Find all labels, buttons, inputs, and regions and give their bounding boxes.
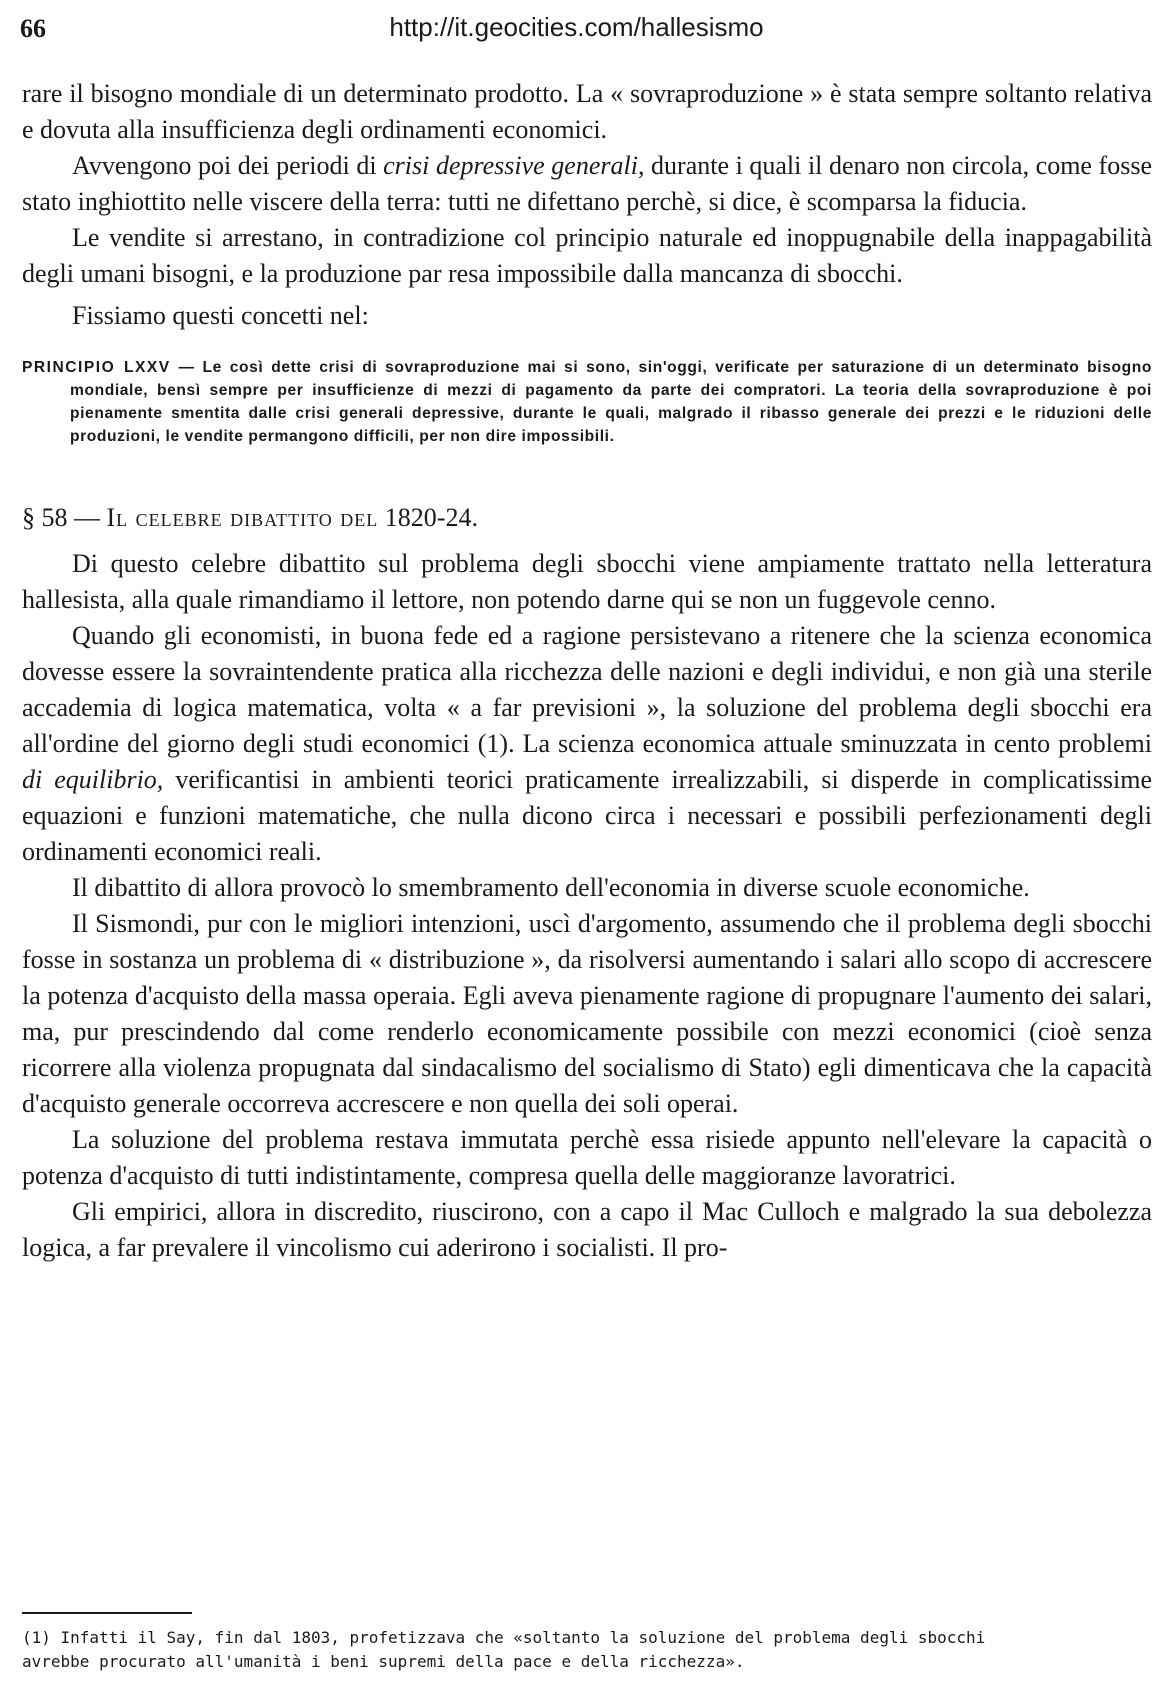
paragraph-economisti [22, 618, 1152, 870]
principle-block [22, 356, 1152, 448]
principle-label: PRINCIPIO LXXV [22, 359, 171, 376]
footnote-divider [22, 1612, 192, 1614]
paragraph-text: Quando gli economisti, in buona fede ed a ragione persistevano a ritenere che la scienza economica dovesse essere la sovraintendente pratica alla ricchezza delle nazioni e degli individui, e non già una sterile accademia di logica matematica, volta « a far previsioni », la soluzione del problema degli sbocchi era all'ordine del giorno degli studi economici (1). La scienza economica attuale sminuzzata in cento problemi [22, 621, 1152, 758]
paragraph-sismondi: Il Sismondi, pur con le migliori intenzioni, uscì d'argomento, assumendo che il problema degli sbocchi fosse in sostanza un problema di « distribuzione », da risolversi aumentando i salari allo scopo di accrescere la potenza d'acquisto della massa operaia. Egli aveva pienamente ragione di propugnare l'aumento dei salari, ma, pur prescindendo dal come renderlo economicamente possibile con mezzi economici (cioè senza ricorrere alla violenza propugnata dal sindacalismo del socialismo di Stato) egli dimenticava che la capacità d'acquisto generale occorreva accrescere e non quella dei soli operai. [22, 909, 1152, 1118]
paragraph-text: durante i quali il denaro non circola, come fosse stato inghiottito nelle viscere della terra: tutti ne difettano perchè, si dice, è scomparsa la fiducia. [22, 151, 1152, 216]
header-url: http://it.geocities.com/hallesismo [389, 12, 764, 42]
section-heading [22, 500, 1152, 536]
paragraph-fissiamo: Fissiamo questi concetti nel: [72, 301, 369, 330]
paragraph-text: Avvengono poi dei periodi di [72, 151, 384, 180]
paragraph-empirici: Gli empirici, allora in discredito, riuscirono, con a capo il Mac Culloch e malgrado la sua debolezza logica, a far prevalere il vincolismo cui aderirono i socialisti. Il pro- [22, 1197, 1152, 1262]
section-years: 1820-24. [384, 503, 478, 532]
section-title: Il celebre dibattito del [106, 503, 379, 532]
page-number: 66 [20, 14, 46, 43]
paragraph-vendite: Le vendite si arrestano, in contradizione col principio naturale ed inoppugnabile della inappagabilità degli umani bisogni, e la produzione par resa impossibile dalla mancanza di sbocchi. [22, 223, 1152, 288]
emphasis-text: di equilibrio, [22, 765, 164, 794]
page-header [20, 10, 1133, 50]
footnote [22, 1626, 1152, 1674]
principle-text: — Le così dette crisi di sovraproduzione mai si sono, sin'oggi, verificate per saturazione di un determinato bisogno mondiale, bensì sempre per insufficienze di mezzi di pagamento da parte dei compratori. La teoria della sovraproduzione è poi pienamente smentita dalle crisi generali depressive, durante le quali, malgrado il ribasso generale dei prezzi e le riduzioni delle produzioni, le vendite permangono difficili, per non dire impossibili. [70, 359, 1152, 445]
page-body [22, 76, 1152, 1266]
emphasis-text: crisi depressive generali, [383, 151, 645, 180]
paragraph-soluzione: La soluzione del problema restava immutata perchè essa risiede appunto nell'elevare la capacità o potenza d'acquisto di tutti indistintamente, compresa quella delle maggioranze lavoratrici. [22, 1125, 1152, 1190]
paragraph-crisi-depressive [22, 148, 1152, 220]
footnote-line: avrebbe procurato all'umanità i beni supremi della pace e della ricchezza». [22, 1652, 745, 1671]
paragraph-dibattito: Di questo celebre dibattito sul problema degli sbocchi viene ampiamente trattato nella letteratura hallesista, alla quale rimandiamo il lettore, non potendo darne qui se non un fuggevole cenno. [22, 549, 1152, 614]
footnote-line: (1) Infatti il Say, fin dal 1803, profetizzava che «soltanto la soluzione del problema degli sbocchi [22, 1628, 986, 1647]
paragraph-smembramento: Il dibattito di allora provocò lo smembramento dell'economia in diverse scuole economiche. [72, 873, 1030, 902]
section-number: § 58 — [22, 503, 100, 532]
paragraph-text: verificantisi in ambienti teorici praticamente irrealizzabili, si disperde in complicatissime equazioni e funzioni matematiche, che nulla dicono circa i necessari e possibili perfezionamenti degli ordinamenti economici reali. [22, 765, 1152, 866]
paragraph-continuation: rare il bisogno mondiale di un determinato prodotto. La « sovraproduzione » è stata sempre soltanto relativa e dovuta alla insufficienza degli ordinamenti economici. [22, 79, 1152, 144]
